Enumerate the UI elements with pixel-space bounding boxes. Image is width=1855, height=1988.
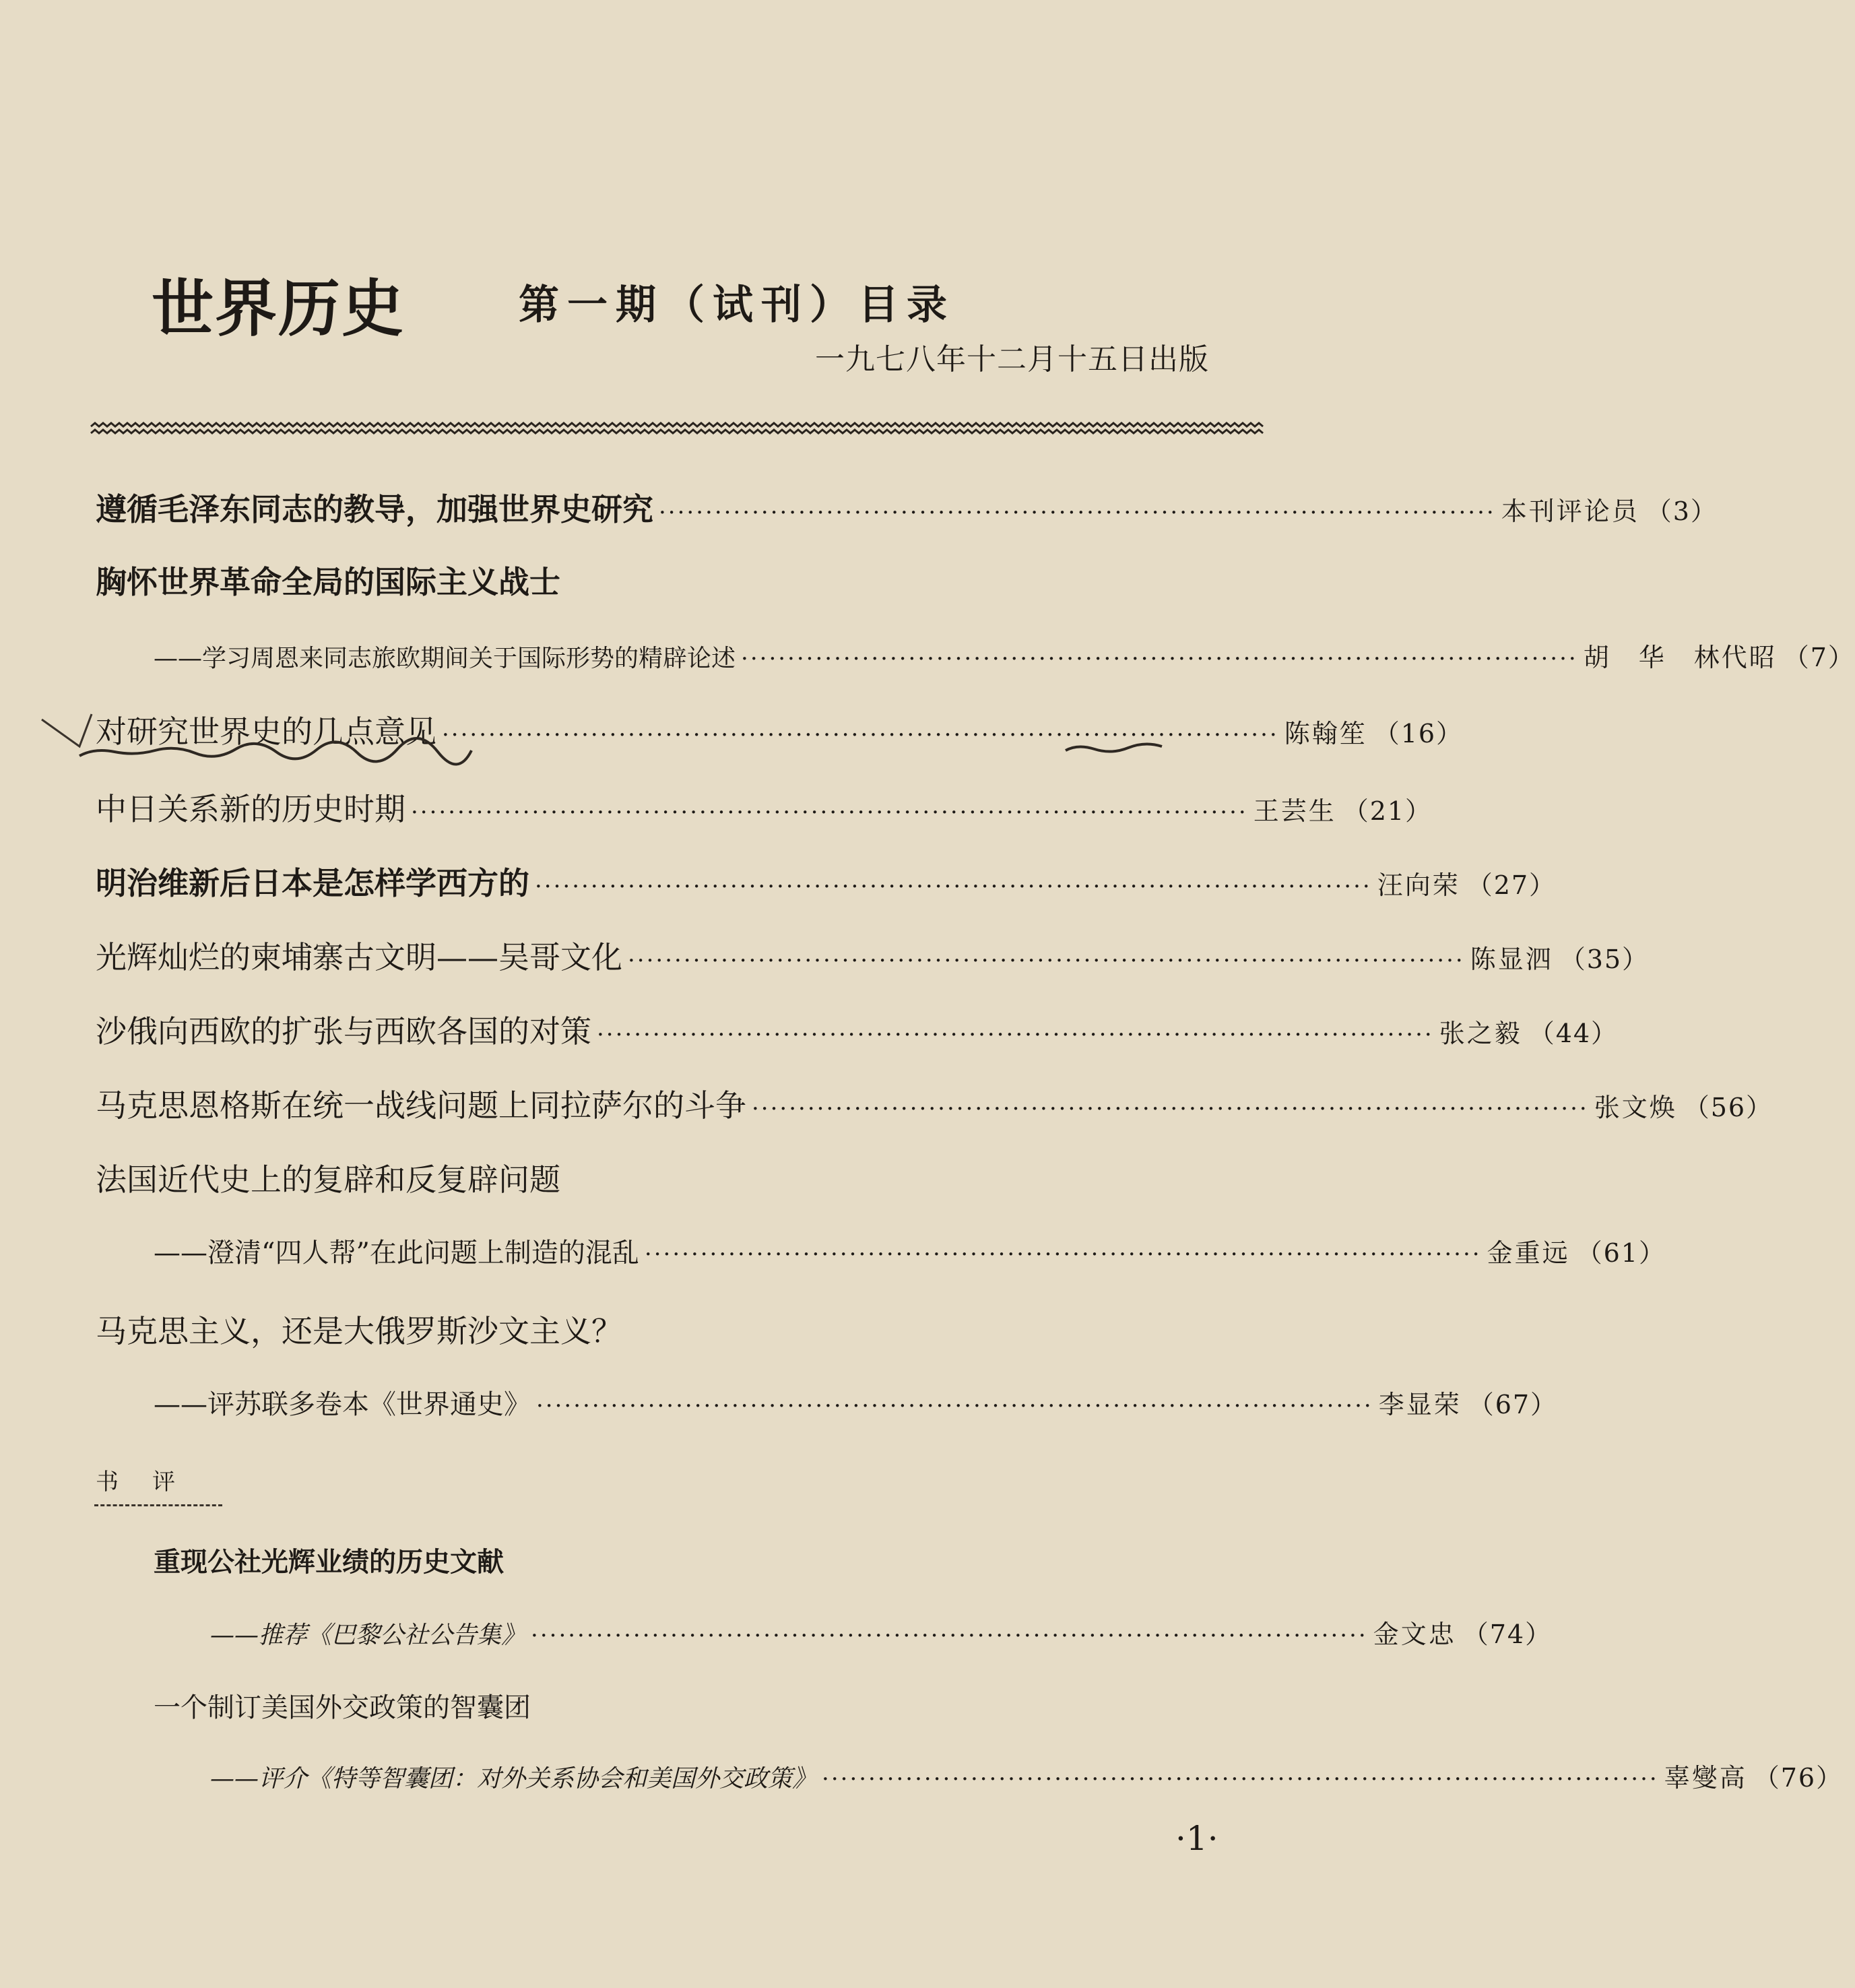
toc-entry-author: 胡 华 林代昭 [1583, 643, 1777, 672]
toc-entry [0, 1081, 1773, 1126]
toc-entry-page: （67） [1468, 1390, 1558, 1419]
dot-leader: ·························································································· [752, 1095, 1589, 1122]
review-entry [0, 1757, 1844, 1794]
toc-entry [0, 859, 1557, 903]
toc-entry-page: （3） [1646, 496, 1718, 526]
toc-entry-page: （27） [1466, 870, 1557, 900]
toc-entry [0, 1007, 1619, 1052]
toc-entry-author: 汪向荣 [1377, 870, 1460, 900]
toc-entry-author: 金重远 [1487, 1238, 1570, 1268]
toc-heading: 胸怀世界革命全局的国际主义战士 [96, 564, 560, 600]
section-underline [94, 1504, 222, 1506]
review-heading: 重现公社光辉业绩的历史文献 [154, 1547, 504, 1578]
toc-entry-author: 王芸生 [1253, 796, 1336, 826]
toc-entry-title: ——澄清“四人帮”在此问题上制造的混乱 [154, 1238, 639, 1269]
toc-entry-title: ——评苏联多卷本《世界通史》 [154, 1389, 531, 1420]
section-label-book-review: 书评 [96, 1469, 209, 1496]
dot-leader: ·························································································· [442, 722, 1279, 748]
toc-entry-title: 对研究世界史的几点意见 [96, 713, 436, 750]
toc-entry [0, 707, 1464, 752]
review-entry-author: 金文忠 [1373, 1620, 1456, 1649]
review-entry-author: 辜燮高 [1664, 1763, 1747, 1793]
toc-heading: 法国近代史上的复辟和反复辟问题 [96, 1161, 560, 1198]
dot-leader: ·························································································· [597, 1021, 1434, 1048]
wavy-divider [91, 419, 1263, 439]
review-entry-title: ——评介《特等智囊团：对外关系协会和美国外交政策》 [210, 1765, 817, 1793]
toc-heading: 马克思主义，还是大俄罗斯沙文主义？ [96, 1313, 622, 1349]
toc-entry [0, 637, 1855, 674]
toc-entry-page: （16） [1373, 719, 1464, 748]
toc-entry-title: 遵循毛泽东同志的教导，加强世界史研究 [96, 491, 653, 527]
dot-leader: ·························································································· [535, 873, 1372, 900]
review-entry [0, 1613, 1553, 1650]
review-heading: 一个制订美国外交政策的智囊团 [154, 1692, 531, 1723]
dot-leader: ·························································································· [644, 1241, 1482, 1268]
toc-entry-author: 陈显泗 [1470, 944, 1553, 974]
review-entry-page: （74） [1462, 1620, 1553, 1649]
toc-entry [0, 785, 1433, 829]
publication-date: 一九七八年十二月十五日出版 [815, 342, 1209, 377]
toc-entry-title: 马克思恩格斯在统一战线问题上同拉萨尔的斗争 [96, 1087, 746, 1124]
dot-leader: ·························································································· [822, 1766, 1659, 1793]
review-entry-title: ——推荐《巴黎公社公告集》 [210, 1622, 526, 1649]
dot-leader: ·························································································· [536, 1392, 1373, 1419]
toc-entry-author: 陈翰笙 [1284, 719, 1367, 748]
dot-leader: ·························································································· [531, 1622, 1368, 1649]
toc-entry-title: 明治维新后日本是怎样学西方的 [96, 865, 529, 901]
toc-entry-author: 李显荣 [1378, 1390, 1462, 1419]
toc-entry-author: 张文焕 [1594, 1093, 1677, 1122]
dot-leader: ·························································································· [659, 499, 1496, 526]
toc-entry-page: （44） [1528, 1019, 1619, 1048]
toc-entry-title: 沙俄向西欧的扩张与西欧各国的对策 [96, 1013, 591, 1050]
toc-entry [0, 1231, 1666, 1270]
toc-entry [0, 933, 1650, 977]
toc-entry-page: （7） [1783, 643, 1855, 672]
toc-entry-page: （61） [1576, 1238, 1666, 1268]
issue-title: 第一期（试刊）目录 [519, 282, 955, 329]
toc-entry-title: ——学习周恩来同志旅欧期间关于国际形势的精辟论述 [154, 645, 736, 672]
journal-masthead: 世界历史 [152, 272, 405, 345]
dot-leader: ·························································································· [741, 645, 1578, 672]
toc-entry-title: 光辉灿烂的柬埔寨古文明——吴哥文化 [96, 939, 622, 975]
page-number: ·1· [1175, 1819, 1218, 1858]
toc-entry-page: （21） [1342, 796, 1433, 826]
toc-entry-author: 张之毅 [1439, 1019, 1522, 1048]
toc-entry-page: （56） [1683, 1093, 1773, 1122]
review-entry-page: （76） [1753, 1763, 1844, 1793]
toc-entry-page: （35） [1559, 944, 1650, 974]
dot-leader: ·························································································· [628, 947, 1465, 974]
toc-entry-author: 本刊评论员 [1501, 496, 1639, 526]
toc-entry [0, 485, 1718, 530]
toc-entry [0, 1383, 1558, 1421]
dot-leader: ·························································································· [411, 799, 1248, 826]
toc-entry-title: 中日关系新的历史时期 [96, 791, 405, 827]
